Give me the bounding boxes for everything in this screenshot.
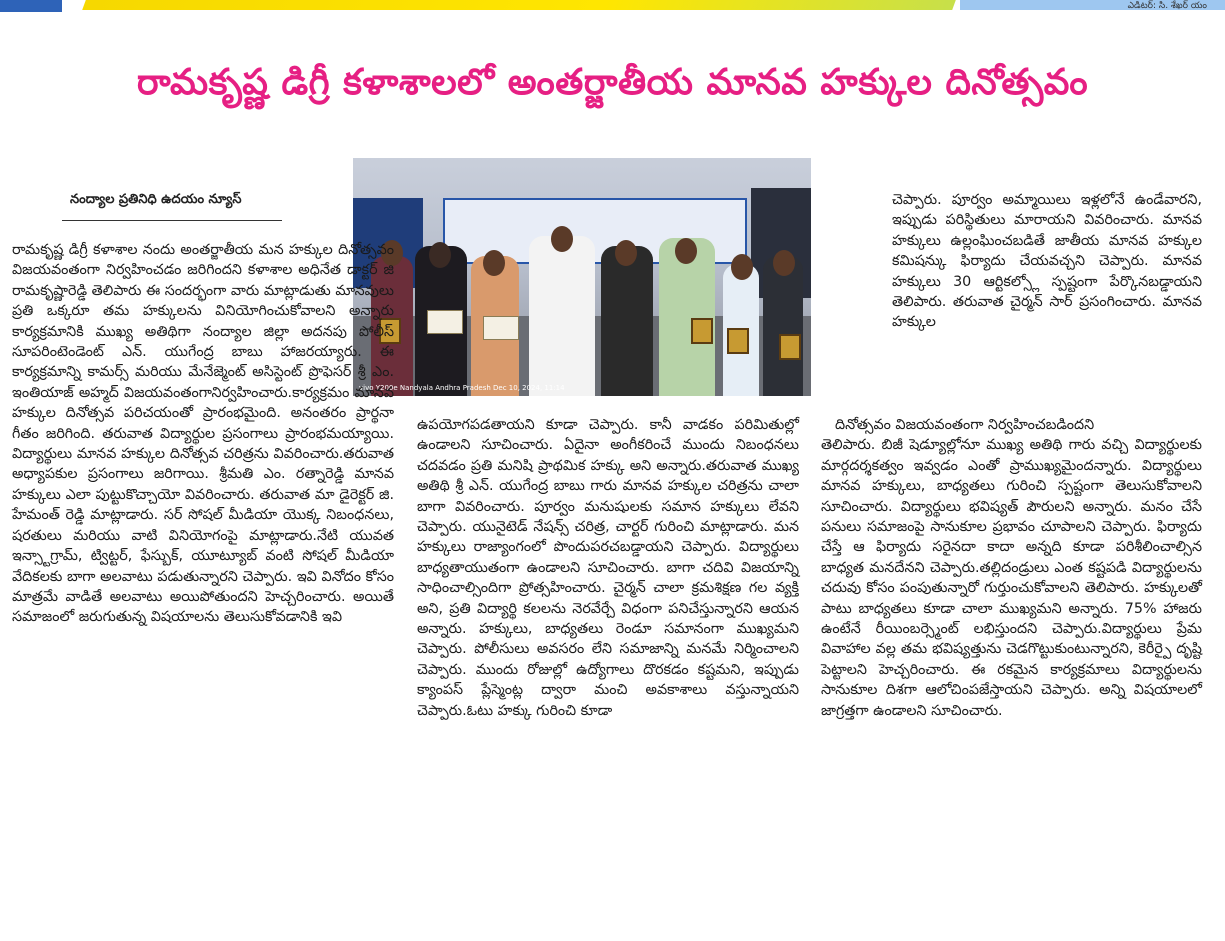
top-bar-blue-block: [0, 0, 62, 12]
photo-person-head: [731, 254, 753, 280]
article-text: రామకృష్ణ డిగ్రీ కళాశాల నందు అంతర్జాతీయ మన హక్కుల దినోత్సవం విజయవంతంగా నిర్వహించడం జరిగిందని కళాశాల అధినేత డాక్టర్ జి రామకృష్ణారెడ్డి తెలిపారు ఈ సందర్భంగా వారు మాట్లాడుతు మానవులు ప్రతి ఒక్కరూ తమ హక్కులను వినియోగించుకోవాలని అన్నారు కార్యక్రమానికి ముఖ్య అతిథిగా నంద్యాల జిల్లా అదనపు పోలీస్ సూపరింటెండెంట్ ఎన్. యుగేంద్ర బాబు హాజరయ్యారు. ఈ కార్యక్రమాన్ని కామర్స్ మరియు మేనేజ్మెంట్ అసిస్టెంట్ ప్రొఫెసర్ శ్రీ ఎం. ఇంతియాజ్ అహ్మద్ విజయవంతంగానిర్వహించారు.కార్యక్రమం మానవ హక్కుల దినోత్సవ పరిచయంతో ప్రారంభమైంది. అనంతరం ప్రార్థనా గీతం జరిగింది. తరువాత విద్యార్థుల ప్రసంగాలు ప్రారంభమయ్యాయి. విద్యార్థులు మానవ హక్కుల దినోత్సవ చరిత్రను వివరించారు.తరువాత అధ్యాపకుల ప్రసంగాలు జరిగాయి. శ్రీమతి ఎం. రత్నారెడ్డి మానవ హక్కులు ఎలా పుట్టుకొచ్చాయో వివరించారు. తరువాత మా డైరెక్టర్ జి. హేమంత్ రెడ్డి మాట్లాడారు. సర్ సోషల్ మీడియా యొక్క నిబంధనలు, షరతులు మరియు వాటి వినియోగంపై మాట్లాడారు.నేటి యువత ఇన్స్టాగ్రామ్, ట్విట్టర్, ఫేస్బుక్, యూట్యూబ్ వంటి సోషల్ మీడియా వేదికలకు బాగా అలవాటు పడుతున్నారని చెప్పారు. ఇవి వినోదం కోసం మాత్రమే వాడితే అలవాటు అయిపోతుందని హెచ్చరించారు. అయితే సమాజంలో జరుగుతున్న విషయాలను తెలుసుకోవడానికి ఇవి: [12, 242, 394, 626]
photo-memento: [727, 328, 749, 354]
headline: రామకృష్ణ డిగ్రీ కళాశాలలో అంతర్జాతీయ మానవ హక్కుల దినోత్సవం: [136, 62, 1089, 103]
photo-certificate: [427, 310, 463, 334]
photo-person-head: [429, 242, 451, 268]
photo-memento: [691, 318, 713, 344]
byline: నంద్యాల ప్రతినిధి ఉదయం న్యూస్: [70, 192, 242, 207]
article-text: ఉపయోగపడతాయని కూడా చెప్పారు. కానీ వాడకం పరిమితుల్లో ఉండాలని సూచించారు. ఏదైనా అంగీకరించే ముందు నిబంధనలు చదవడం ప్రతి మనిషి ప్రాథమిక హక్కు అని అన్నారు.తరువాత ముఖ్య అతిథి శ్రీ ఎన్. యుగేంద్ర బాబు గారు మానవ హక్కుల చరిత్రను చాలా బాగా వివరించారు. పూర్వం మనుషులకు సమాన హక్కులు లేవని చెప్పారు. యునైటెడ్ నేషన్స్ చరిత్ర, చార్టర్ గురించి మాట్లాడారు. మన హక్కులు రాజ్యాంగంలో పొందుపరచబడ్డాయని చెప్పారు. విద్యార్థులు బాధ్యతాయుతంగా ఉండాలని సూచించారు. బాగా చదివి విజయాన్ని సాధించాల్సిందిగా ప్రోత్సహించారు. చైర్మన్ చాలా క్రమశిక్షణ గల వ్యక్తి అని, ప్రతి విద్యార్థి కలలను నెరవేర్చే విధంగా పనిచేస్తున్నారని ఆయన అన్నారు. హక్కులు, బాధ్యతలు రెండూ సమానంగా ముఖ్యమని చెప్పారు. పోలీసులు అవసరం లేని సమాజాన్ని మనమే నిర్మించాలని చెప్పారు. ముందు రోజుల్లో ఉద్యోగాలు దొరకడం కష్టమని, ఇప్పుడు క్యాంపస్ ప్లేస్మెంట్ల ద్వారా మంచి అవకాశాలు వస్తున్నాయని చెప్పారు.ఓటు హక్కు గురించి కూడా: [417, 417, 799, 719]
byline-underline: [62, 220, 282, 221]
photo-person: [529, 236, 595, 396]
article-column-2: [417, 415, 799, 721]
event-photo: [353, 158, 811, 396]
photo-person: [763, 256, 803, 396]
photo-certificate: [483, 316, 519, 340]
photo-person-head: [773, 250, 795, 276]
photo-person-head: [483, 250, 505, 276]
photo-person-head: [551, 226, 573, 252]
article-text: తెలిపారు. బిజీ షెడ్యూల్లోనూ ముఖ్య అతిథి గారు వచ్చి విద్యార్థులకు మార్గదర్శకత్వం ఇవ్వడం ఎంతో ప్రాముఖ్యమైందన్నారు. విద్యార్థులు మానవ హక్కులు, బాధ్యతలు గురించి స్పష్టంగా తెలుసుకోవాలని సూచించారు. విద్యార్థులు భవిష్యత్ పౌరులని అన్నారు. మనం చేసే పనులు సమాజంపై సానుకూల ప్రభావం చూపాలని చెప్పారు. ఫిర్యాదు చేస్తే ఆ ఫిర్యాదు సరైనదా కాదా అన్నది కూడా పరిశీలించాల్సిన బాధ్యత మనదేనని చెప్పారు.తల్లిదండ్రులు ఎంత కష్టపడి విద్యార్థులను చదువు కోసం పంపుతున్నారో గుర్తుంచుకోవాలని తెలిపారు. హక్కులతో పాటు బాధ్యతలు కూడా చాలా ముఖ్యమని అన్నారు. 75% హాజరు ఉంటేనే రీయింబర్స్మెంట్ లభిస్తుందని చెప్పారు.విద్యార్థులు ప్రేమ వివాహాల వల్ల తమ భవిష్యత్తును చెడగొట్టుకుంటున్నారని, కెరీర్పై దృష్టి పెట్టాలని హెచ్చరించారు. ఈ రకమైన కార్యక్రమాలు విద్యార్థులను సానుకూల దిశగా ఆలోచింపజేస్తాయని చెప్పారు. అన్ని విషయాలలో జాగ్రత్తగా ఉండాలని సూచించారు.: [821, 437, 1202, 719]
photo-person: [601, 246, 653, 396]
top-bar-yellow-strip: [82, 0, 956, 10]
top-bar: [0, 0, 1225, 12]
article-column-3: [892, 190, 1202, 333]
article-column-1: [12, 240, 394, 628]
photo-person-head: [615, 240, 637, 266]
article-column-4: [821, 415, 1202, 721]
photo-person-head: [675, 238, 697, 264]
article-text: చెప్పారు. పూర్వం అమ్మాయిలు ఇళ్లలోనే ఉండేవారని, ఇప్పుడు పరిస్థితులు మారాయని వివరించారు. మానవ హక్కులు ఉల్లంఘించబడితే జాతీయ మానవ హక్కుల కమిషన్కు ఫిర్యాదు చేయవచ్చని చెప్పారు. మానవ హక్కులు 30 ఆర్టికల్స్లో స్పష్టంగా పేర్కొనబడ్డాయని తెలిపారు. తరువాత చైర్మన్ సార్ ప్రసంగించారు. మానవ హక్కుల: [892, 192, 1202, 331]
photo-camera-watermark: vivo Y200e Nandyala Andhra Pradesh Dec 10, 2024, 11:14: [359, 384, 565, 392]
article-text: దినోత్సవం విజయవంతంగా నిర్వహించబడిందని: [835, 417, 1095, 433]
photo-memento: [779, 334, 801, 360]
editor-credit: ఎడిటర్: సి. శేఖర్ యం: [1127, 1, 1207, 11]
